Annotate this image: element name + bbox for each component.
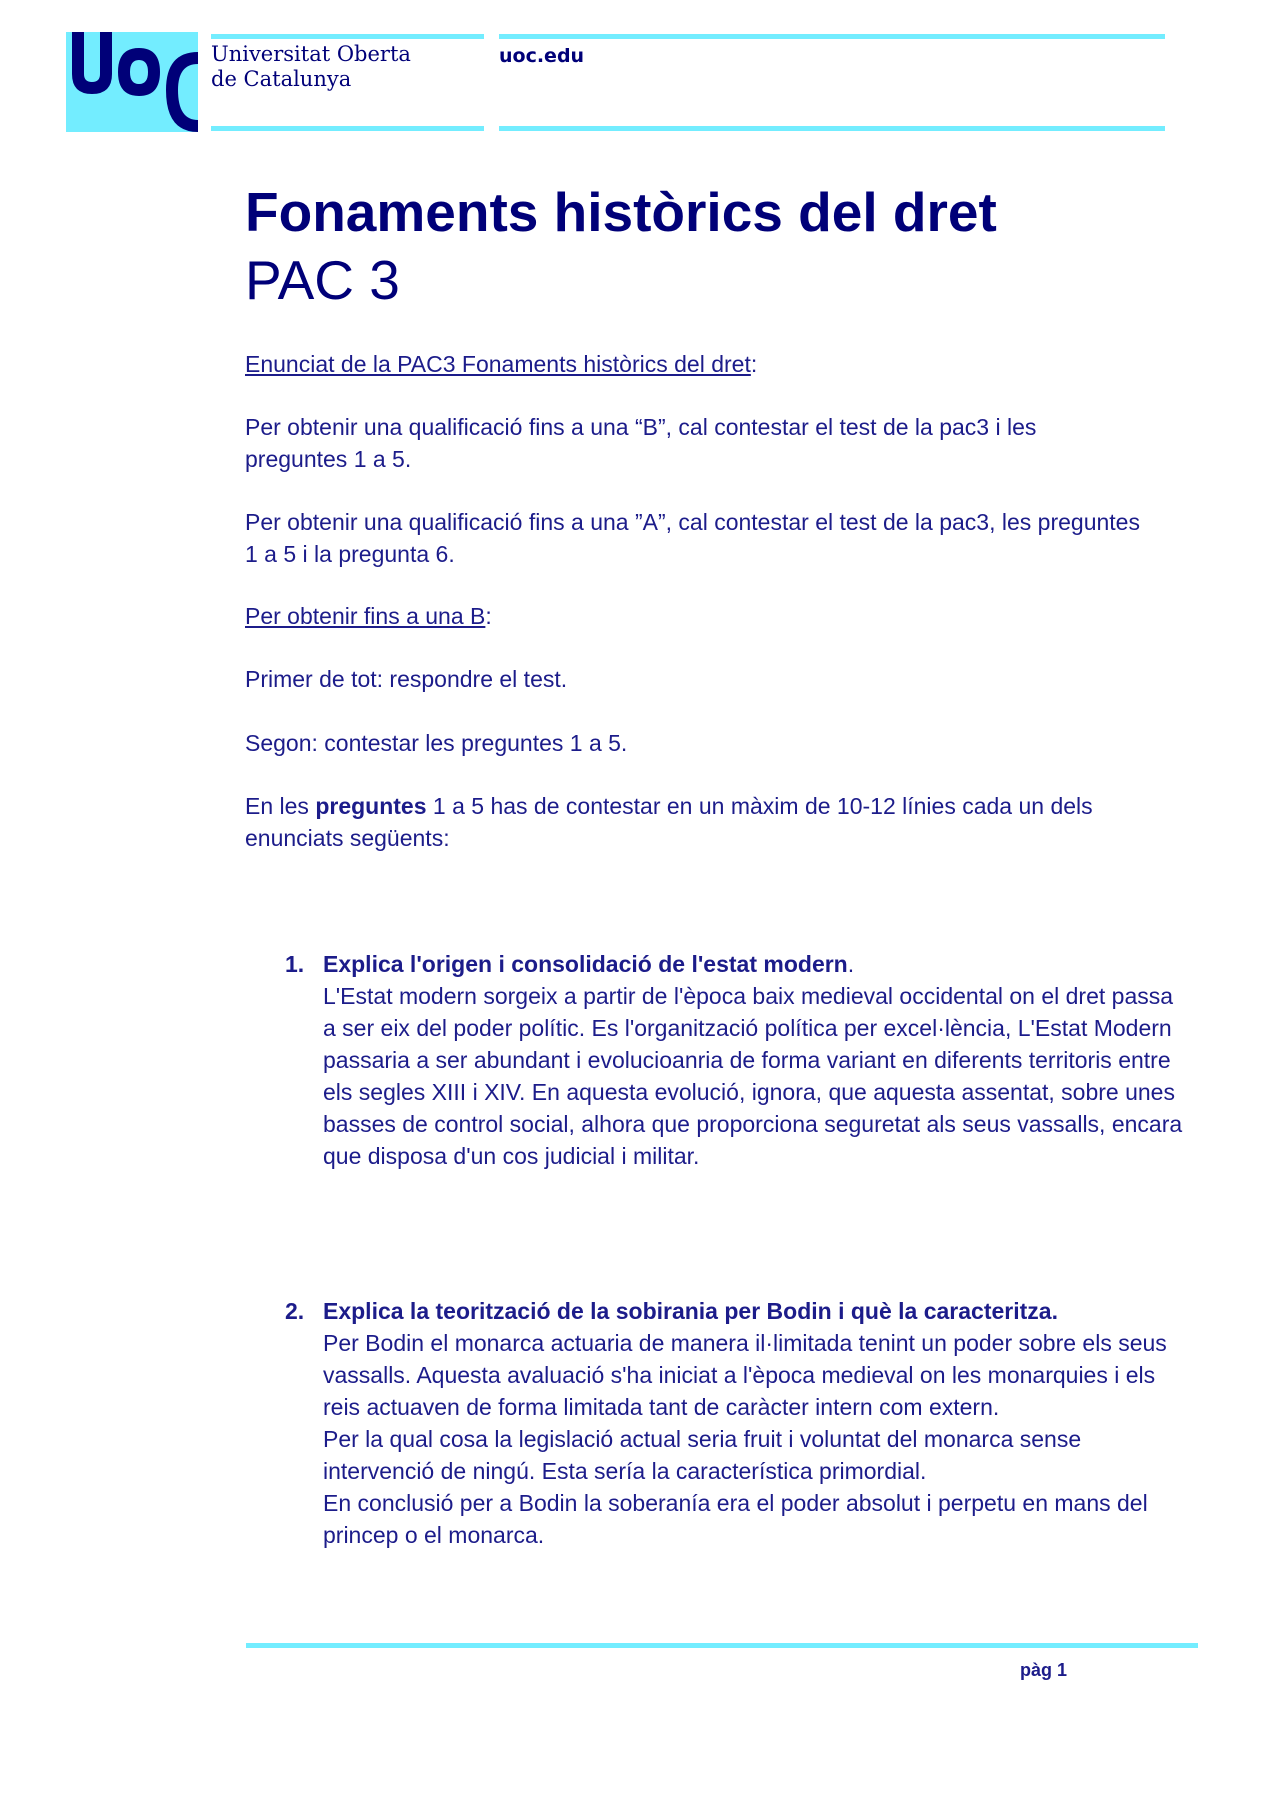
question-1-title-text: Explica l'origen i consolidació de l'estat modern [323, 951, 848, 977]
header-rule-top-right [499, 34, 1165, 39]
up-to-b-colon: : [485, 603, 492, 629]
instructions-paragraph [245, 790, 1145, 854]
question-2-answer-p1: Per Bodin el monarca actuaria de manera il·limitada tenint un poder sobre els seus vassalls. Aquesta avaluació s'ha iniciat a l'època medieval on les monarquies i els reis actuaven de forma limitada tant de caràcter intern com extern. [323, 1330, 1167, 1420]
header-rule-top-left [211, 34, 484, 39]
question-1-number: 1. [285, 951, 305, 977]
question-2-number: 2. [285, 1298, 305, 1324]
page-number: pàg 1 [1020, 1660, 1068, 1680]
question-2-title: Explica la teorització de la sobirania per Bodin i què la caracteritza. [323, 1298, 1058, 1324]
institution-line-2: de Catalunya [211, 67, 352, 91]
footer-rule [246, 1643, 1198, 1648]
question-1-title-period: . [847, 951, 855, 977]
uoc-logo [66, 32, 198, 132]
question-1-answer: L'Estat modern sorgeix a partir de l'època baix medieval occidental on el dret passa a ser eix del poder polític. Es l'organització política per excel·lència, L'Estat Modern passaria a ser abundant i evolucioanria de forma variant en diferents territoris entre els segles XIII i XIV. En aquesta evolució, ignora, que aquesta assentat, sobre unes basses de control social, alhora que proporciona seguretat als seus vassalls, encara que disposa d'un cos judicial i militar. [323, 983, 1183, 1169]
up-to-b-heading [245, 600, 1145, 632]
up-to-b-label: Per obtenir fins a una B [245, 603, 486, 629]
question-1-title [323, 948, 854, 980]
second-step: Segon: contestar les preguntes 1 a 5. [245, 730, 628, 756]
question-2-answer-p2: Per la qual cosa la legislació actual seria fruit i voluntat del monarca sense intervenció de ningú. Esta sería la característica primordial. [323, 1426, 1082, 1484]
instructions-bold: preguntes [315, 793, 427, 819]
assignment-title: PAC 3 [245, 249, 400, 311]
question-2 [285, 1295, 1185, 1595]
statement-heading [245, 348, 1145, 380]
uoc-logo-mark [66, 32, 198, 132]
grade-b-paragraph: Per obtenir una qualificació fins a una “B”, cal contestar el test de la pac3 i les preguntes 1 a 5. [245, 414, 1037, 472]
question-2-answer [323, 1327, 1183, 1551]
institution-name [211, 42, 411, 92]
website-link[interactable]: uoc.edu [499, 45, 585, 67]
instructions-suffix: 1 a 5 has de contestar en un màxim de 10-12 línies cada un dels enunciats següents: [245, 793, 1093, 851]
header-rule-bottom-left [211, 126, 484, 131]
first-step: Primer de tot: respondre el test. [245, 666, 568, 692]
grade-a-paragraph: Per obtenir una qualificació fins a una ”A”, cal contestar el test de la pac3, les preguntes 1 a 5 i la pregunta 6. [245, 509, 1140, 567]
institution-line-1: Universitat Oberta [211, 42, 411, 66]
instructions-prefix: En les [245, 793, 316, 819]
course-title: Fonaments històrics del dret [245, 181, 997, 243]
header-rule-bottom-right [499, 126, 1165, 131]
statement-label: Enunciat de la PAC3 Fonaments històrics del dret [245, 351, 751, 377]
question-1 [285, 948, 1185, 1178]
question-2-answer-p3: En conclusió per a Bodin la soberanía era el poder absolut i perpetu en mans del princep o el monarca. [323, 1490, 1148, 1548]
statement-colon: : [750, 351, 758, 377]
